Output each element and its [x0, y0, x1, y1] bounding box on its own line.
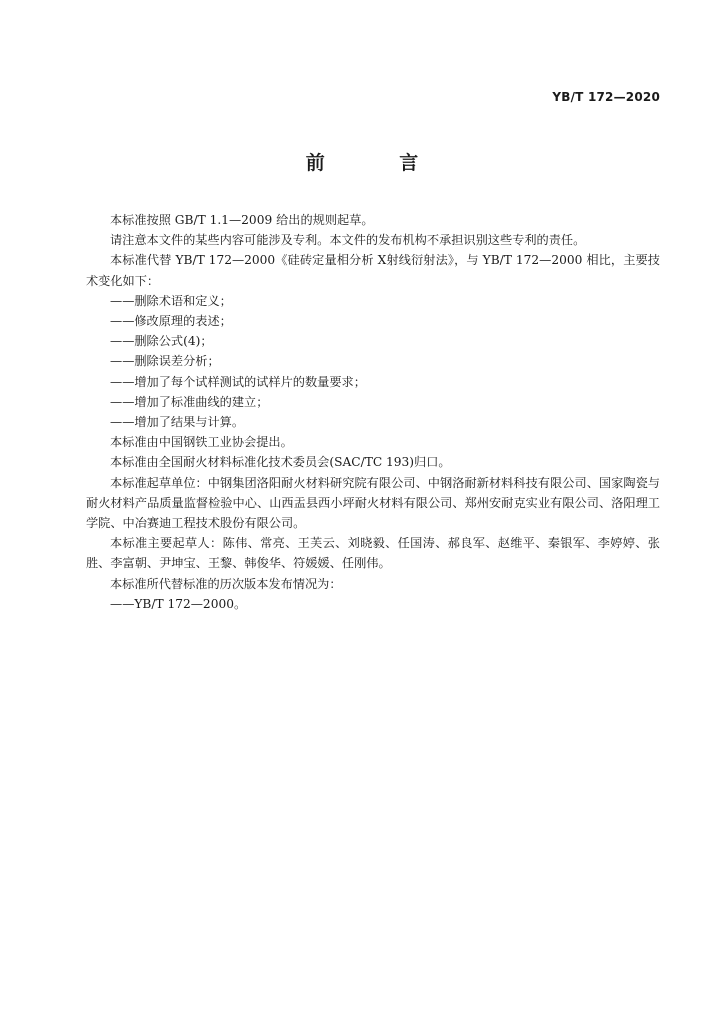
change-item: ——增加了结果与计算。 — [110, 415, 245, 430]
foreword-body — [86, 210, 660, 614]
change-item: ——删除术语和定义； — [110, 293, 232, 308]
paragraph-history-intro: 本标准所代替标准的历次版本发布情况为： — [110, 576, 342, 591]
history-item: ——YB/T 172—2000。 — [110, 596, 247, 611]
change-item: ——删除公式(4)； — [110, 334, 213, 349]
standard-code: YB/T 172—2020 — [552, 90, 660, 104]
paragraph-proposer: 本标准由中国钢铁工业协会提出。 — [110, 435, 293, 450]
page-title: 前 言 — [305, 152, 453, 174]
paragraph-drafters: 本标准主要起草人：陈伟、常亮、王芙云、刘晓毅、任国涛、郝良军、赵维平、秦银军、李婷婷、张胜、李富朝、尹坤宝、王黎、韩俊华、符媛媛、任刚伟。 — [86, 536, 660, 571]
paragraph-patent-notice: 请注意本文件的某些内容可能涉及专利。本文件的发布机构不承担识别这些专利的责任。 — [110, 233, 586, 248]
change-item: ——删除误差分析； — [110, 354, 220, 369]
paragraph-drafting-units: 本标准起草单位：中钢集团洛阳耐火材料研究院有限公司、中钢洛耐新材料科技有限公司、国家陶瓷与耐火材料产品质量监督检验中心、山西盂县西小坪耐火材料有限公司、郑州安耐克实业有限公司、洛阳理工学院、中冶赛迪工程技术股份有限公司。 — [86, 475, 660, 531]
paragraph-replacement: 本标准代替 YB/T 172—2000《硅砖定量相分析 X射线衍射法》，与 YB/T 172—2000 相比，主要技术变化如下： — [86, 253, 660, 288]
change-item: ——增加了标准曲线的建立； — [110, 394, 269, 409]
change-item: ——修改原理的表述； — [110, 314, 232, 329]
paragraph-technical-committee: 本标准由全国耐火材料标准化技术委员会(SAC/TC 193)归口。 — [110, 455, 451, 470]
change-item: ——增加了每个试样测试的试样片的数量要求； — [110, 374, 366, 389]
paragraph-drafting-rules: 本标准按照 GB/T 1.1—2009 给出的规则起草。 — [110, 213, 374, 227]
